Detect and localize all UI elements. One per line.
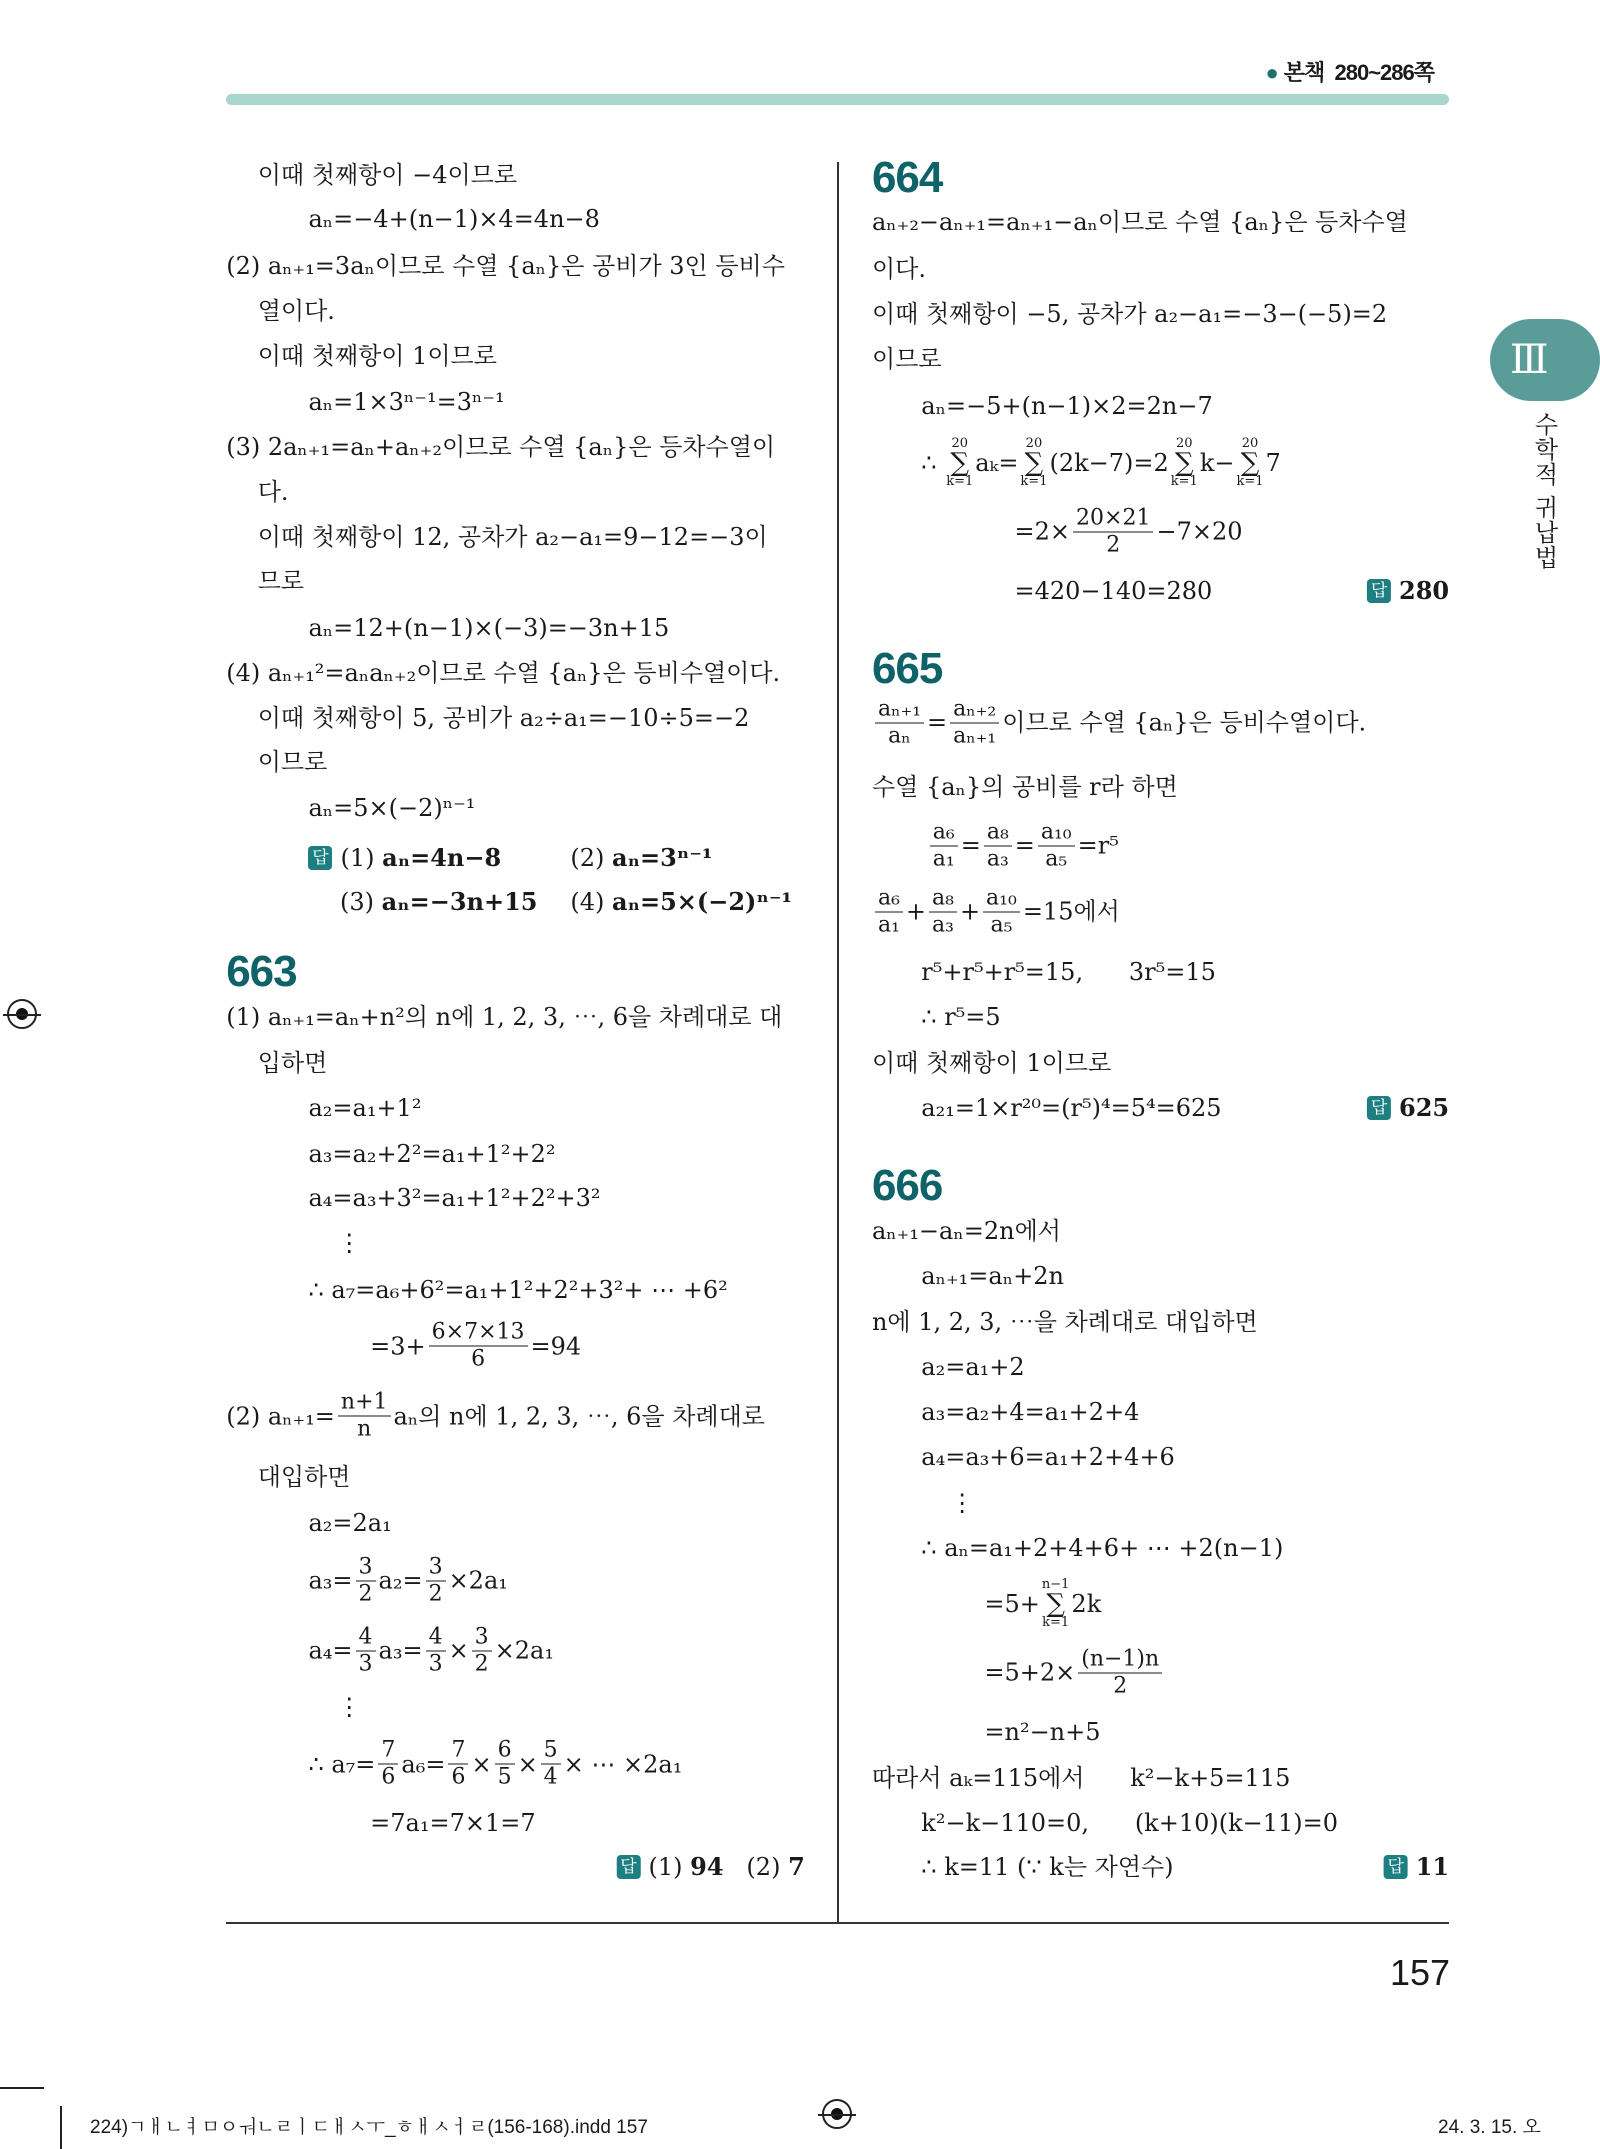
answer-value: aₙ=5×(−2)ⁿ⁻¹ xyxy=(611,887,793,917)
math-text: + xyxy=(905,897,926,926)
solution-line xyxy=(570,841,712,875)
math-text: n에 1, 2, 3, ⋯을 차례대로 대입하면 xyxy=(871,1307,1258,1336)
bullet-icon: ● xyxy=(1265,60,1278,85)
numerator: 3 xyxy=(356,1554,376,1581)
math-text: aₙ₊₁=aₙ+2n xyxy=(921,1262,1064,1291)
solution-line xyxy=(921,1531,1283,1565)
solution-line xyxy=(921,955,1216,989)
numerator: n+1 xyxy=(338,1390,391,1417)
solution-line xyxy=(921,437,1281,489)
math-text: (1) aₙ₊₁=aₙ+n²의 n에 1, 2, 3, ⋯, 6을 차례대로 대 xyxy=(226,1003,783,1032)
fraction xyxy=(875,885,903,938)
page-number: 157 xyxy=(1390,1952,1451,1993)
solution-line xyxy=(308,1091,421,1125)
math-text: ×2a₁ xyxy=(448,1566,508,1595)
solution-line xyxy=(258,294,335,328)
fraction xyxy=(983,885,1020,938)
solution-line xyxy=(226,1000,782,1034)
answer-value: aₙ=3ⁿ⁻¹ xyxy=(611,843,713,873)
fraction xyxy=(1038,819,1075,872)
sum-upper: 20 xyxy=(951,436,968,452)
math-text: a₂=2a₁ xyxy=(308,1509,392,1538)
solution-line xyxy=(921,1000,1000,1034)
problem-number: 664 xyxy=(871,153,943,203)
problem-number: 666 xyxy=(871,1160,943,1210)
math-text: =94 xyxy=(530,1332,582,1361)
math-text: k− xyxy=(1199,449,1235,478)
solution-line xyxy=(258,339,497,373)
answer-value: 625 xyxy=(1399,1092,1450,1122)
solution-line xyxy=(617,1850,805,1884)
math-text: (2k−7)=2 xyxy=(1049,449,1169,478)
solution-line xyxy=(1384,1850,1449,1884)
math-text: aₙ=1×3ⁿ⁻¹=3ⁿ⁻¹ xyxy=(308,387,505,416)
answer-value: 11 xyxy=(1415,1852,1450,1882)
sum-lower: k=1 xyxy=(1170,474,1198,490)
sum-lower: k=1 xyxy=(1042,1615,1070,1631)
numerator: 3 xyxy=(426,1554,446,1581)
math-text: × ⋯ ×2a₁ xyxy=(563,1750,683,1779)
math-text: ⋮ xyxy=(950,1488,975,1517)
crop-mark xyxy=(60,2106,62,2149)
answer-badge: 답 xyxy=(1367,1096,1391,1120)
math-text: 열이다. xyxy=(257,297,335,326)
math-text: r⁵+r⁵+r⁵=15, 3r⁵=15 xyxy=(921,958,1216,987)
solution-line xyxy=(258,158,517,192)
solution-line xyxy=(921,1091,1221,1125)
math-text: × xyxy=(517,1750,538,1779)
numerator: aₙ₊₂ xyxy=(950,696,999,723)
fraction xyxy=(378,1738,398,1791)
solution-line xyxy=(308,1181,600,1215)
solution-line xyxy=(258,1460,351,1494)
solution-line xyxy=(872,205,1408,239)
answer-badge: 답 xyxy=(308,846,332,870)
solution-line xyxy=(308,202,599,236)
math-text: =15에서 xyxy=(1022,897,1120,926)
solution-line xyxy=(226,1390,765,1443)
denominator: 6 xyxy=(451,1764,466,1790)
denominator: a₃ xyxy=(986,846,1009,872)
solution-line xyxy=(258,564,304,598)
math-text: =n²−n+5 xyxy=(984,1717,1101,1746)
math-text: = xyxy=(1014,831,1035,860)
fraction xyxy=(875,696,924,749)
math-text: a₂₁=1×r²⁰=(r⁵)⁴=5⁴=625 xyxy=(921,1093,1222,1122)
fraction xyxy=(356,1554,376,1607)
math-text: 대입하면 xyxy=(257,1462,351,1491)
solution-line xyxy=(258,520,768,554)
solution-line xyxy=(308,1624,554,1677)
math-text: 따라서 aₖ=115에서 k²−k+5=115 xyxy=(871,1764,1291,1793)
fraction xyxy=(984,819,1012,872)
numerator: 6 xyxy=(495,1738,515,1765)
solution-line xyxy=(308,791,475,825)
math-text: ∴ r⁵=5 xyxy=(921,1003,1001,1032)
math-text: 이때 첫째항이 1이므로 xyxy=(257,342,497,371)
math-text: (2) xyxy=(723,1853,789,1882)
math-text: ⋮ xyxy=(337,1692,362,1721)
solution-line xyxy=(872,1761,1290,1795)
math-text: (1) xyxy=(340,844,383,873)
denominator: 6 xyxy=(471,1346,486,1372)
numerator: (n−1)n xyxy=(1078,1646,1162,1673)
solution-line xyxy=(927,819,1119,872)
numerator: a₈ xyxy=(929,885,957,912)
math-text: aₖ= xyxy=(975,449,1019,478)
fraction xyxy=(356,1624,376,1677)
denominator: aₙ xyxy=(888,723,911,749)
denominator: 2 xyxy=(1113,1673,1128,1699)
solution-line xyxy=(1367,1091,1449,1125)
slug-filename: 224)ㄱㅐㄴㅕㅁㅇㅝㄴㄹㅣㄷㅐㅅㅜ_ㅎㅐㅅㅓㄹ(156-168).indd 157 xyxy=(90,2117,648,2138)
math-text: ⋮ xyxy=(337,1229,362,1258)
math-text: a₃= xyxy=(308,1566,353,1595)
denominator: 3 xyxy=(428,1651,443,1677)
math-text: ×2a₁ xyxy=(494,1636,554,1665)
math-text: (3) 2aₙ₊₁=aₙ+aₙ₊₂이므로 수열 {aₙ}은 등차수열이 xyxy=(226,432,776,461)
fraction xyxy=(495,1738,515,1791)
math-text: ∴ k=11 (∵ k는 자연수) xyxy=(921,1853,1174,1882)
answer-badge: 답 xyxy=(1367,579,1391,603)
numerator: a₆ xyxy=(875,885,903,912)
math-text: aₙ=−4+(n−1)×4=4n−8 xyxy=(308,205,600,234)
fraction xyxy=(338,1390,391,1443)
math-text: × xyxy=(471,1750,492,1779)
math-text: (2) aₙ₊₁= xyxy=(226,1402,335,1431)
math-text: a₃= xyxy=(378,1636,423,1665)
solution-line xyxy=(308,611,669,645)
fraction xyxy=(448,1738,468,1791)
denominator: n xyxy=(357,1416,372,1442)
numerator: 20×21 xyxy=(1073,505,1153,532)
math-text: aₙ의 n에 1, 2, 3, ⋯, 6을 차례대로 xyxy=(393,1402,765,1431)
answer-badge: 답 xyxy=(1384,1855,1408,1879)
math-text: aₙ=12+(n−1)×(−3)=−3n+15 xyxy=(308,613,670,642)
solution-line xyxy=(308,1137,555,1171)
solution-line xyxy=(871,153,943,203)
fraction xyxy=(426,1624,446,1677)
solution-line xyxy=(570,885,792,919)
math-text: ∴ aₙ=a₁+2+4+6+ ⋯ +2(n−1) xyxy=(921,1533,1284,1562)
solution-line xyxy=(921,1395,1139,1429)
math-text: 이므로 xyxy=(257,748,328,777)
solution-line xyxy=(921,1806,1338,1840)
denominator: a₁ xyxy=(877,912,900,938)
numerator: a₁₀ xyxy=(983,885,1020,912)
numerator: 7 xyxy=(448,1738,468,1765)
solution-line xyxy=(984,1578,1101,1630)
math-text: 이므로 xyxy=(871,345,942,374)
solution-line xyxy=(308,841,501,875)
solution-line xyxy=(950,1486,974,1520)
summation xyxy=(1171,437,1198,489)
chapter-number: Ⅲ xyxy=(1510,337,1549,383)
math-text: 입하면 xyxy=(257,1048,328,1077)
solution-line xyxy=(1015,574,1213,608)
math-text: a₂=a₁+2 xyxy=(921,1352,1025,1381)
math-text: (3) xyxy=(340,888,382,917)
solution-line xyxy=(872,1305,1258,1339)
solution-line xyxy=(871,1160,943,1210)
denominator: 3 xyxy=(358,1651,373,1677)
math-text: a₆= xyxy=(401,1750,446,1779)
math-text: ∴ xyxy=(921,449,945,478)
math-text: =7a₁=7×1=7 xyxy=(370,1809,536,1838)
math-text: aₙ₊₁−aₙ=2n에서 xyxy=(871,1217,1061,1246)
solution-line xyxy=(984,1715,1100,1749)
math-text: −7×20 xyxy=(1156,517,1243,546)
sigma-icon: ∑ xyxy=(1175,448,1194,479)
sum-upper: 20 xyxy=(1025,436,1043,452)
math-text: 다. xyxy=(257,478,289,507)
math-text: 이때 첫째항이 −4이므로 xyxy=(257,161,518,190)
solution-line xyxy=(872,342,942,376)
math-text: 수열 {aₙ}의 공비를 r라 하면 xyxy=(871,772,1178,801)
sum-upper: n−1 xyxy=(1041,1577,1070,1593)
solution-line xyxy=(258,475,289,509)
solution-line xyxy=(226,430,775,464)
denominator: 2 xyxy=(474,1651,489,1677)
math-text: = xyxy=(927,708,948,737)
sigma-icon: ∑ xyxy=(1240,448,1260,479)
solution-line xyxy=(226,249,785,283)
solution-line xyxy=(258,1046,328,1080)
answer-value: 94 xyxy=(690,1852,724,1882)
math-text: (4) xyxy=(570,888,612,917)
denominator: 5 xyxy=(497,1764,512,1790)
math-text: a₄=a₃+6=a₁+2+4+6 xyxy=(921,1443,1175,1472)
header-label: 본책 xyxy=(1283,60,1325,85)
summation xyxy=(1236,437,1263,489)
solution-line xyxy=(258,701,750,735)
solution-line xyxy=(226,947,297,997)
solution-line xyxy=(872,297,1387,331)
chapter-title: 수학적 귀납법 xyxy=(1530,412,1557,570)
denominator: 2 xyxy=(1106,532,1121,558)
summation xyxy=(1042,1578,1070,1630)
solution-line xyxy=(337,1226,361,1260)
math-text: a₂= xyxy=(378,1566,423,1595)
math-text: (1) xyxy=(648,1853,691,1882)
math-text: (2) xyxy=(570,844,612,873)
math-text: (2) aₙ₊₁=3aₙ이므로 수열 {aₙ}은 공비가 3인 등비수 xyxy=(226,251,785,280)
math-text: 2k xyxy=(1071,1590,1102,1619)
solution-line xyxy=(308,1506,391,1540)
numerator: 5 xyxy=(541,1738,561,1765)
sigma-icon: ∑ xyxy=(1024,448,1044,479)
math-text: =5+ xyxy=(984,1590,1040,1619)
numerator: aₙ₊₁ xyxy=(875,696,924,723)
solution-line xyxy=(921,1440,1175,1474)
footer-rule xyxy=(226,1922,1449,1924)
math-text: 7 xyxy=(1265,449,1281,478)
denominator: aₙ₊₁ xyxy=(953,723,997,749)
solution-line xyxy=(872,252,926,286)
summation xyxy=(1020,437,1047,489)
solution-line xyxy=(308,1273,727,1307)
solution-line xyxy=(226,656,780,690)
fraction xyxy=(1078,1646,1162,1699)
math-text: + xyxy=(959,897,981,926)
math-text: a₂=a₁+1² xyxy=(308,1093,422,1122)
numerator: 3 xyxy=(472,1624,492,1651)
math-text: aₙ₊₂−aₙ₊₁=aₙ₊₁−aₙ이므로 수열 {aₙ}은 등차수열 xyxy=(871,208,1408,237)
problem-number: 663 xyxy=(226,947,297,997)
solution-line xyxy=(872,696,1366,749)
solution-line xyxy=(337,1690,361,1724)
math-text: =420−140=280 xyxy=(1014,576,1213,605)
math-text: a₃=a₂+4=a₁+2+4 xyxy=(921,1398,1140,1427)
denominator: 6 xyxy=(381,1764,396,1790)
summation xyxy=(946,437,973,489)
denominator: 4 xyxy=(543,1764,558,1790)
fraction xyxy=(950,696,999,749)
solution-line xyxy=(308,385,504,419)
solution-line xyxy=(308,1554,507,1607)
slug-date: 24. 3. 15. 오 xyxy=(1438,2117,1541,2138)
fraction xyxy=(541,1738,561,1791)
denominator: 2 xyxy=(358,1581,373,1607)
math-text: ∴ a₇=a₆+6²=a₁+1²+2²+3²+ ⋯ +6² xyxy=(308,1276,728,1305)
solution-line xyxy=(872,885,1120,938)
sum-upper: 20 xyxy=(1176,436,1193,452)
page-reference xyxy=(1265,56,1434,87)
answer-value: 280 xyxy=(1399,575,1450,605)
numerator: a₈ xyxy=(984,819,1012,846)
sum-lower: k=1 xyxy=(1020,474,1048,490)
solution-line xyxy=(872,770,1178,804)
denominator: a₅ xyxy=(990,912,1013,938)
math-text: =5+2× xyxy=(984,1658,1076,1687)
math-text: k²−k−110=0, (k+10)(k−11)=0 xyxy=(921,1809,1339,1838)
registration-mark-icon xyxy=(822,2099,852,2129)
solution-line xyxy=(1015,505,1243,558)
math-text: 이때 첫째항이 −5, 공차가 a₂−a₁=−3−(−5)=2 xyxy=(871,299,1388,328)
solution-line xyxy=(921,389,1212,423)
math-text: ∴ a₇= xyxy=(308,1750,376,1779)
solution-line xyxy=(921,1850,1173,1884)
answer-value: aₙ=−3n+15 xyxy=(381,887,538,917)
math-text: 이때 첫째항이 1이므로 xyxy=(871,1048,1112,1077)
column-divider xyxy=(837,162,839,1922)
math-text: = xyxy=(960,831,981,860)
numerator: 4 xyxy=(426,1624,446,1651)
numerator: 7 xyxy=(378,1738,398,1765)
solution-line xyxy=(921,1259,1064,1293)
denominator: a₅ xyxy=(1045,846,1068,872)
fraction xyxy=(1073,505,1153,558)
header-pages: 280~286쪽 xyxy=(1334,60,1434,85)
sum-upper: 20 xyxy=(1241,436,1259,452)
solution-line xyxy=(871,644,943,694)
math-text: 이다. xyxy=(871,254,926,283)
math-text: 므로 xyxy=(257,567,305,596)
sigma-icon: ∑ xyxy=(950,448,969,479)
solution-line xyxy=(370,1320,581,1373)
math-text: × xyxy=(448,1636,469,1665)
registration-mark-icon xyxy=(7,999,37,1029)
denominator: a₃ xyxy=(932,912,954,938)
solution-line xyxy=(984,1646,1165,1699)
math-text: =3+ xyxy=(370,1332,426,1361)
sigma-icon: ∑ xyxy=(1046,1589,1065,1620)
header-bar xyxy=(226,94,1449,105)
math-text: 이때 첫째항이 5, 공비가 a₂÷a₁=−10÷5=−2 xyxy=(257,704,750,733)
fraction xyxy=(929,885,957,938)
solution-line xyxy=(370,1806,535,1840)
math-text: (4) aₙ₊₁²=aₙaₙ₊₂이므로 수열 {aₙ}은 등비수열이다. xyxy=(226,659,781,688)
math-text: =r⁵ xyxy=(1077,831,1119,860)
answer-value: aₙ=4n−8 xyxy=(382,843,502,873)
numerator: 4 xyxy=(356,1624,376,1651)
denominator: 2 xyxy=(428,1581,443,1607)
denominator: a₁ xyxy=(932,846,955,872)
solution-line xyxy=(921,1350,1024,1384)
answer-value: 7 xyxy=(788,1852,805,1882)
math-text: =2× xyxy=(1014,517,1071,546)
chapter-tab xyxy=(1490,319,1600,401)
numerator: 6×7×13 xyxy=(429,1320,528,1347)
math-text: aₙ=−5+(n−1)×2=2n−7 xyxy=(921,391,1213,420)
solution-line xyxy=(872,1214,1061,1248)
fraction xyxy=(930,819,958,872)
math-text: a₄=a₃+3²=a₁+1²+2²+3² xyxy=(308,1184,601,1213)
solution-line xyxy=(340,885,538,919)
problem-number: 665 xyxy=(871,644,943,694)
math-text: 이때 첫째항이 12, 공차가 a₂−a₁=9−12=−3이 xyxy=(257,523,768,552)
fraction xyxy=(429,1320,528,1373)
solution-line xyxy=(308,1738,682,1791)
solution-line xyxy=(872,1046,1111,1080)
answer-badge: 답 xyxy=(617,1855,641,1879)
math-text: a₄= xyxy=(308,1636,353,1665)
math-text: a₃=a₂+2²=a₁+1²+2² xyxy=(308,1140,556,1169)
fraction xyxy=(426,1554,446,1607)
fraction xyxy=(472,1624,492,1677)
numerator: a₆ xyxy=(930,819,958,846)
solution-line xyxy=(1367,574,1449,608)
sum-lower: k=1 xyxy=(1236,474,1264,490)
math-text: aₙ=5×(−2)ⁿ⁻¹ xyxy=(308,793,476,822)
numerator: a₁₀ xyxy=(1038,819,1075,846)
math-text: 이므로 수열 {aₙ}은 등비수열이다. xyxy=(1002,708,1367,737)
solution-line xyxy=(258,745,328,779)
crop-mark xyxy=(0,2087,44,2089)
sum-lower: k=1 xyxy=(946,474,974,490)
